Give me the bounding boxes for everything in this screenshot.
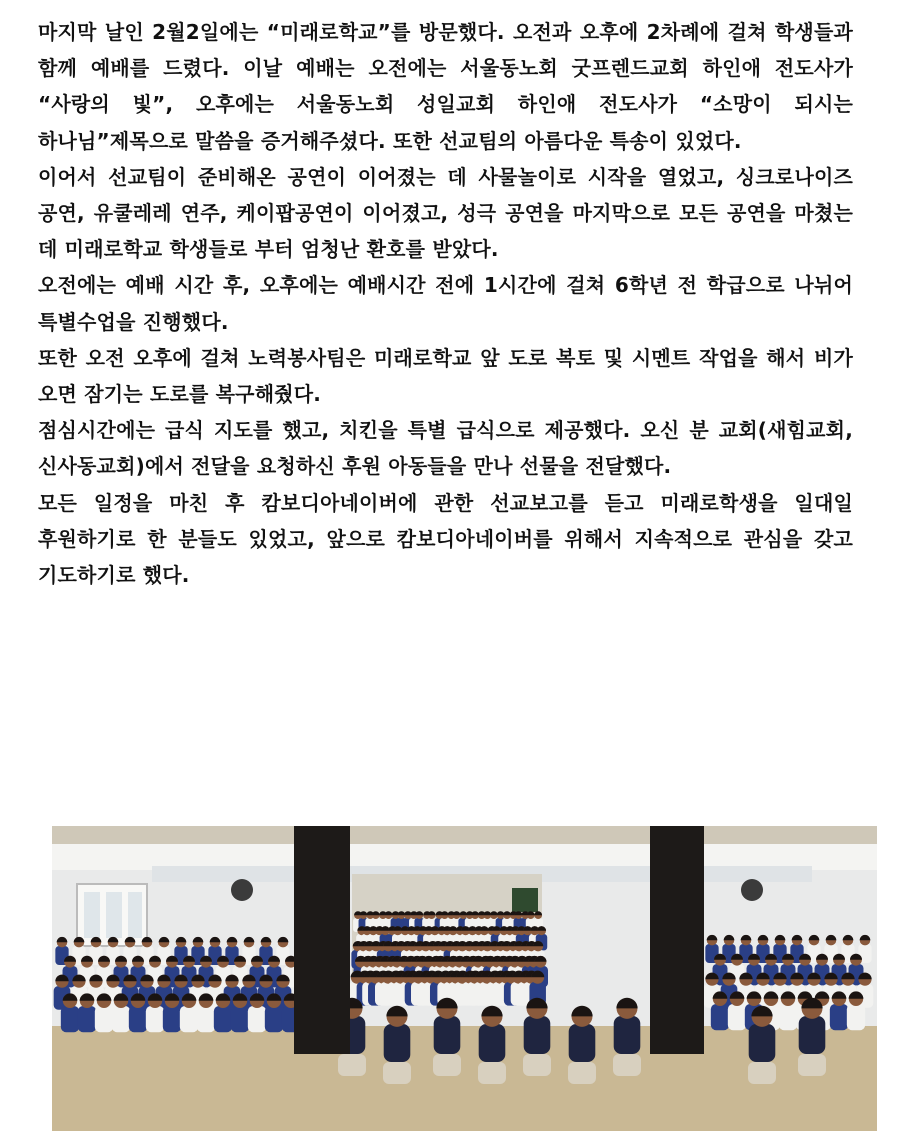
person-figure (847, 991, 865, 1030)
person-figure (614, 998, 641, 1054)
person-figure (830, 991, 848, 1030)
person-figure (146, 993, 164, 1032)
person-figure (231, 993, 249, 1032)
person-figure (434, 998, 461, 1054)
person-legs (798, 1054, 826, 1076)
person-legs (613, 1054, 641, 1076)
person-figure (728, 991, 746, 1030)
paragraph-road-work: 또한 오전 오후에 걸쳐 노력봉사팀은 미래로학교 앞 도로 복토 및 시멘트 작업을 해서 비가 오면 잠기는 도로를 복구해줬다. (38, 345, 853, 407)
person-figure (779, 991, 797, 1030)
person-figure (711, 991, 729, 1030)
person-figure (163, 993, 181, 1032)
person-figure (214, 993, 232, 1032)
person-figure (112, 993, 130, 1032)
person-figure (129, 993, 147, 1032)
person-figure (749, 1006, 776, 1062)
article-body (38, 14, 853, 593)
person-figure (197, 993, 215, 1032)
paragraph-performances: 이어서 선교팀이 준비해온 공연이 이어졌는 데 사물놀이로 시작을 열었고, 싱크로나이즈 공연, 유쿨레레 연주, 케이팝공연이 이어졌고, 성극 공연을 마지막으로 모든 공연을 마쳤는 데 미래로학교 학생들로 부터 엄청난 환호를 받았다. (38, 164, 853, 262)
person-figure (265, 993, 283, 1032)
person-figure (61, 993, 79, 1032)
person-figure (248, 993, 266, 1032)
person-figure (569, 1006, 596, 1062)
person-figure (95, 993, 113, 1032)
person-figure (524, 998, 551, 1054)
person-legs (748, 1062, 776, 1084)
person-figure (180, 993, 198, 1032)
group-photo-illustration (52, 826, 877, 1131)
group-photo (52, 826, 877, 1131)
person-figure (78, 993, 96, 1032)
person-legs (523, 1054, 551, 1076)
paragraph-visit: 마지막 날인 2월2일에는 “미래로학교”를 방문했다. 오전과 오후에 2차례에 걸쳐 학생들과 함께 예배를 드렸다. 이날 예배는 오전에는 서울동노회 굿프렌드교회 하인애 전도사가 “사랑의 빛”, 오후에는 서울동노회 성일교회 하인애 전도사가 “소망이 되시는 하나님”제목으로 말씀을 증거해주셨다. 또한 선교팀의 아름다운 특송이 있었다. (38, 20, 853, 153)
person-figure (384, 1006, 411, 1062)
paragraph-mission-report: 모든 일정을 마친 후 캄보디아네이버에 관한 선교보고를 듣고 미래로학생을 일대일 후원하기로 한 분들도 있었고, 앞으로 캄보디아네이버를 위해서 지속적으로 관심을 갖고 기도하기로 했다. (38, 490, 853, 588)
paragraph-lunch-gifts: 점심시간에는 급식 지도를 했고, 치킨을 특별 급식으로 제공했다. 오신 분 교회(새힘교회, 신사동교회)에서 전달을 요청하신 후원 아동들을 만나 선물을 전달했다. (38, 418, 853, 479)
person-legs (568, 1062, 596, 1084)
person-figure (799, 998, 826, 1054)
person-legs (338, 1054, 366, 1076)
person-legs (383, 1062, 411, 1084)
person-figure (479, 1006, 506, 1062)
paragraph-special-class: 오전에는 예배 시간 후, 오후에는 예배시간 전에 1시간에 걸쳐 6학년 전 학급으로 나뉘어 특별수업을 진행했다. (38, 273, 853, 334)
person-legs (433, 1054, 461, 1076)
person-legs (478, 1062, 506, 1084)
